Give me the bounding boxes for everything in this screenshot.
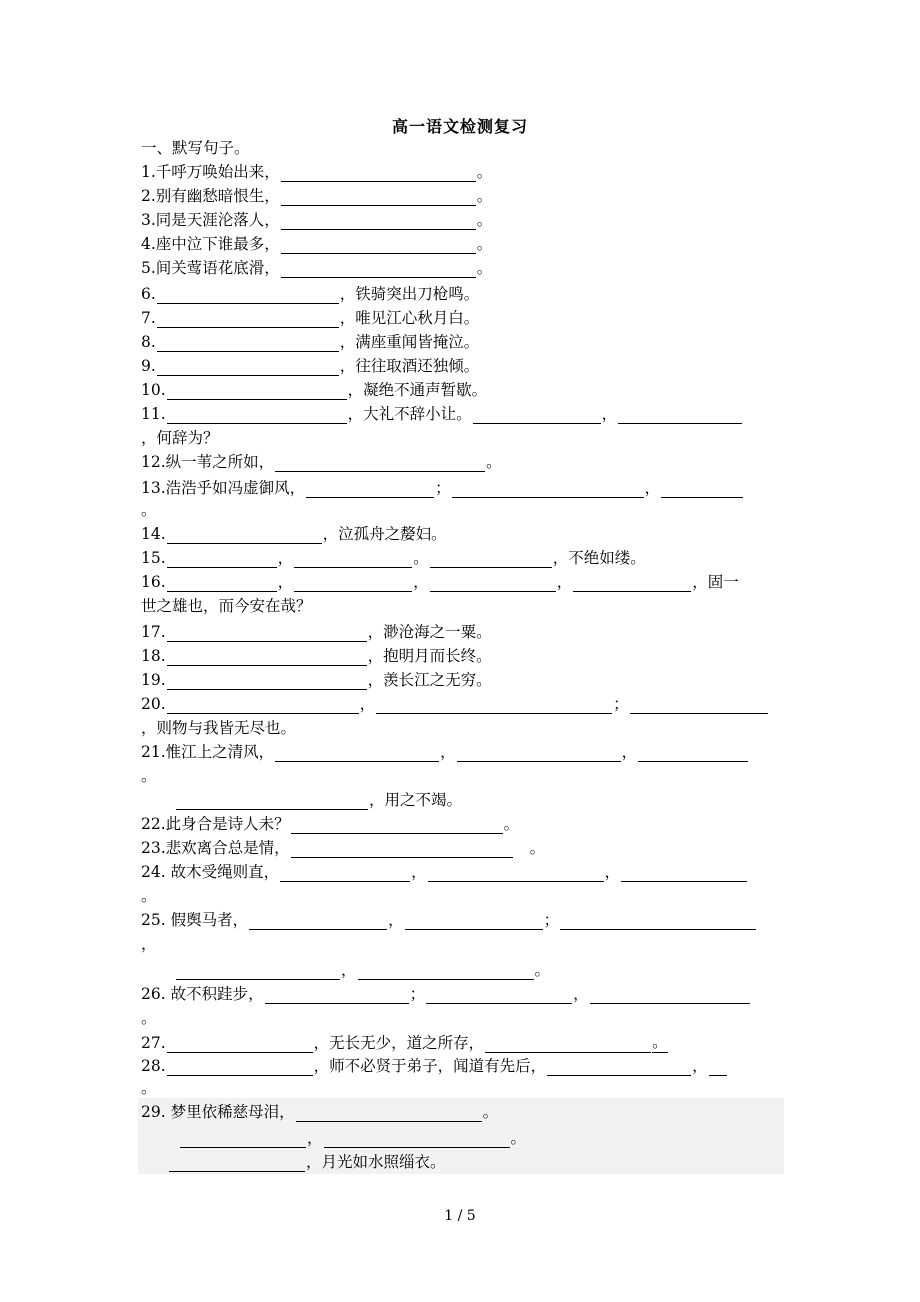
answer-blank[interactable] bbox=[169, 1156, 305, 1172]
question-text: ， bbox=[307, 1129, 323, 1147]
question-11 bbox=[141, 404, 781, 424]
answer-blank[interactable] bbox=[167, 1060, 313, 1076]
question-text: ， bbox=[359, 695, 376, 713]
answer-blank[interactable] bbox=[167, 698, 359, 714]
answer-blank[interactable] bbox=[709, 1060, 727, 1076]
question-number: 8. bbox=[141, 333, 156, 351]
answer-blank[interactable] bbox=[157, 360, 339, 376]
answer-blank[interactable] bbox=[176, 964, 340, 980]
question-9 bbox=[141, 356, 781, 376]
question-text: ，则物与我皆无尽也。 bbox=[141, 719, 297, 737]
question-text: 3.同是天涯沦落人， bbox=[141, 211, 280, 229]
question-28-continued bbox=[141, 1078, 781, 1098]
question-text: 4.座中泣下谁最多， bbox=[141, 235, 280, 253]
question-23 bbox=[141, 838, 781, 858]
question-text: ； bbox=[409, 985, 426, 1003]
question-4 bbox=[141, 234, 781, 254]
question-number: 28. bbox=[141, 1057, 166, 1075]
answer-blank[interactable] bbox=[275, 746, 439, 762]
question-text: 24. 故木受绳则直， bbox=[141, 863, 280, 881]
answer-blank[interactable] bbox=[157, 312, 339, 328]
question-12 bbox=[141, 452, 781, 472]
answer-blank[interactable] bbox=[426, 988, 572, 1004]
question-text: ，何辞为？ bbox=[141, 429, 219, 447]
question-text: ，泣孤舟之嫠妇。 bbox=[322, 525, 447, 543]
answer-blank[interactable] bbox=[452, 482, 644, 498]
answer-blank[interactable] bbox=[265, 988, 409, 1004]
question-text: ，大礼不辞小让。 bbox=[347, 405, 472, 423]
question-text: 。 bbox=[141, 887, 157, 905]
question-15 bbox=[141, 548, 781, 568]
answer-blank[interactable] bbox=[294, 552, 412, 568]
answer-blank[interactable] bbox=[428, 866, 604, 882]
question-text: ， bbox=[141, 935, 157, 953]
question-number: 11. bbox=[141, 405, 166, 423]
question-text: 。 bbox=[413, 549, 429, 567]
question-29 bbox=[141, 1102, 781, 1122]
answer-blank[interactable] bbox=[376, 698, 612, 714]
question-number: 20. bbox=[141, 695, 166, 713]
page-number: 1 / 5 bbox=[444, 1208, 476, 1224]
question-text: 。 bbox=[529, 839, 546, 857]
question-text: ， bbox=[692, 1057, 708, 1075]
question-text: 。 bbox=[476, 187, 493, 205]
question-text: ，羡长江之无穷。 bbox=[367, 671, 492, 689]
question-7 bbox=[141, 308, 781, 328]
question-text: ，往往取酒还独倾。 bbox=[339, 357, 480, 375]
answer-blank[interactable] bbox=[590, 988, 750, 1004]
question-13 bbox=[141, 478, 781, 498]
answer-blank[interactable] bbox=[430, 552, 552, 568]
question-number: 16. bbox=[141, 573, 166, 591]
answer-blank[interactable] bbox=[167, 1037, 313, 1053]
question-11-continued bbox=[141, 428, 781, 448]
answer-blank[interactable] bbox=[485, 1037, 651, 1053]
section-heading bbox=[141, 138, 781, 158]
answer-blank[interactable] bbox=[280, 866, 410, 882]
question-number: 7. bbox=[141, 309, 156, 327]
question-text: ， bbox=[644, 479, 661, 497]
question-text: 。 bbox=[141, 1079, 157, 1097]
question-text: 。 bbox=[476, 211, 493, 229]
question-29-line-2 bbox=[179, 1128, 819, 1148]
answer-blank[interactable] bbox=[661, 482, 743, 498]
section-label: 一、默写句子。 bbox=[141, 139, 250, 157]
question-17 bbox=[141, 622, 781, 642]
question-text: 。 bbox=[486, 453, 502, 471]
question-3 bbox=[141, 210, 781, 230]
answer-blank[interactable] bbox=[167, 384, 347, 400]
question-text: 世之雄也，而今安在哉？ bbox=[141, 597, 312, 615]
question-text: 21.惟江上之清风， bbox=[141, 743, 275, 761]
question-text: 5.间关莺语花底滑， bbox=[141, 259, 280, 277]
answer-blank[interactable] bbox=[324, 1132, 510, 1148]
question-text: ， bbox=[601, 405, 618, 423]
answer-blank[interactable] bbox=[630, 698, 768, 714]
answer-blank[interactable] bbox=[621, 866, 747, 882]
question-number: 17. bbox=[141, 623, 166, 641]
question-18 bbox=[141, 646, 781, 666]
answer-blank[interactable] bbox=[180, 1132, 306, 1148]
answer-blank[interactable] bbox=[275, 456, 485, 472]
question-25-continued-2 bbox=[175, 960, 815, 980]
answer-blank[interactable] bbox=[167, 408, 347, 424]
answer-blank[interactable] bbox=[167, 552, 277, 568]
question-text: 25. 假舆马者， bbox=[141, 911, 249, 929]
question-20-continued bbox=[141, 718, 781, 738]
question-number: 18. bbox=[141, 647, 166, 665]
question-text: ，渺沧海之一粟。 bbox=[367, 623, 492, 641]
question-text: 。 bbox=[476, 163, 493, 181]
question-10 bbox=[141, 380, 781, 400]
answer-blank[interactable] bbox=[296, 1106, 482, 1122]
answer-blank[interactable] bbox=[167, 626, 367, 642]
question-21-continued bbox=[141, 766, 781, 786]
question-5 bbox=[141, 258, 781, 278]
answer-blank[interactable] bbox=[157, 336, 339, 352]
answer-blank[interactable] bbox=[281, 262, 476, 278]
question-2 bbox=[141, 186, 781, 206]
answer-blank[interactable] bbox=[405, 914, 543, 930]
question-text: ， bbox=[341, 961, 357, 979]
answer-blank[interactable] bbox=[167, 674, 367, 690]
answer-blank[interactable] bbox=[167, 576, 277, 592]
answer-blank[interactable] bbox=[560, 914, 756, 930]
answer-blank[interactable] bbox=[430, 576, 556, 592]
answer-blank[interactable] bbox=[157, 288, 339, 304]
question-text: 13.浩浩乎如冯虚御风， bbox=[141, 479, 306, 497]
answer-blank[interactable] bbox=[573, 576, 691, 592]
question-13-continued bbox=[141, 500, 781, 520]
question-text: 。 bbox=[141, 1009, 157, 1027]
question-text: ， bbox=[440, 743, 456, 761]
question-text: 29. 梦里依稀慈母泪， bbox=[141, 1103, 295, 1121]
question-text: ，凝绝不通声暂歇。 bbox=[347, 381, 488, 399]
answer-blank[interactable] bbox=[167, 528, 322, 544]
question-text: 12.纵一苇之所如， bbox=[141, 453, 275, 471]
question-text: 。 bbox=[510, 1129, 527, 1147]
question-8 bbox=[141, 332, 781, 352]
answer-blank[interactable] bbox=[547, 1060, 691, 1076]
question-27 bbox=[141, 1032, 781, 1052]
question-text: ， bbox=[556, 573, 573, 591]
question-number: 6. bbox=[141, 285, 156, 303]
question-text: ，唯见江心秋月白。 bbox=[339, 309, 480, 327]
answer-blank[interactable] bbox=[281, 238, 476, 254]
question-text: ，固一 bbox=[692, 573, 739, 591]
question-22 bbox=[141, 814, 781, 834]
question-25-continued bbox=[141, 934, 781, 954]
question-text: 1.千呼万唤始出来， bbox=[141, 163, 280, 181]
question-text: ，月光如水照缁衣。 bbox=[306, 1153, 446, 1171]
question-text: ，抱明月而长终。 bbox=[367, 647, 492, 665]
answer-blank[interactable] bbox=[473, 408, 601, 424]
question-text: ， bbox=[388, 911, 404, 929]
question-text: ， bbox=[573, 985, 589, 1003]
question-text: ，不绝如缕。 bbox=[552, 549, 646, 567]
question-text: 。 bbox=[482, 1103, 499, 1121]
question-text: ， bbox=[277, 549, 294, 567]
question-text: ， bbox=[604, 863, 621, 881]
question-text: 22.此身合是诗人未？ bbox=[141, 815, 290, 833]
question-26-continued bbox=[141, 1008, 781, 1028]
question-21 bbox=[141, 742, 781, 762]
answer-blank[interactable] bbox=[358, 964, 534, 980]
answer-blank[interactable] bbox=[281, 190, 476, 206]
question-text: 。 bbox=[141, 501, 157, 519]
answer-blank[interactable] bbox=[291, 842, 513, 858]
question-number: 19. bbox=[141, 671, 166, 689]
question-text: 。 bbox=[476, 259, 493, 277]
question-number: 9. bbox=[141, 357, 156, 375]
question-text: ，无长无少，道之所存， bbox=[313, 1034, 485, 1052]
question-24 bbox=[141, 862, 781, 882]
question-28 bbox=[141, 1056, 781, 1076]
answer-blank[interactable] bbox=[249, 914, 387, 930]
question-text: ， bbox=[411, 863, 427, 881]
question-26 bbox=[141, 984, 781, 1004]
answer-blank[interactable] bbox=[618, 408, 742, 424]
question-number: 27. bbox=[141, 1034, 166, 1052]
question-text: ，师不必贤于弟子，闻道有先后， bbox=[313, 1057, 547, 1075]
question-text: ； bbox=[543, 911, 560, 929]
question-1 bbox=[141, 162, 781, 182]
answer-blank[interactable] bbox=[281, 214, 476, 230]
page-title: 高一语文检测复习 bbox=[391, 117, 528, 136]
question-number: 14. bbox=[141, 525, 166, 543]
question-text: 。 bbox=[476, 235, 493, 253]
answer-blank[interactable] bbox=[176, 794, 368, 810]
question-text: 。 bbox=[652, 1033, 668, 1051]
question-21-continued-2 bbox=[175, 790, 815, 810]
question-text: ； bbox=[613, 695, 629, 713]
question-25 bbox=[141, 910, 781, 930]
question-text: ； bbox=[435, 479, 451, 497]
answer-blank[interactable] bbox=[306, 482, 434, 498]
question-number: 10. bbox=[141, 381, 166, 399]
question-text: 23.悲欢离合总是情， bbox=[141, 839, 290, 857]
answer-blank[interactable] bbox=[167, 650, 367, 666]
question-29-line-3 bbox=[168, 1152, 808, 1172]
question-text: 。 bbox=[534, 961, 551, 979]
question-text: ，铁骑突出刀枪鸣。 bbox=[339, 285, 480, 303]
question-text: ，满座重闻皆掩泣。 bbox=[339, 333, 480, 351]
question-text: 。 bbox=[141, 767, 157, 785]
question-14 bbox=[141, 524, 781, 544]
question-20 bbox=[141, 694, 781, 714]
question-text: 。 bbox=[503, 815, 520, 833]
answer-blank[interactable] bbox=[294, 576, 412, 592]
question-16 bbox=[141, 572, 781, 592]
question-16-continued bbox=[141, 596, 781, 616]
question-text: ， bbox=[621, 743, 638, 761]
question-19 bbox=[141, 670, 781, 690]
question-text: ， bbox=[413, 573, 429, 591]
answer-blank[interactable] bbox=[457, 746, 621, 762]
question-text: 2.别有幽愁暗恨生， bbox=[141, 187, 280, 205]
answer-blank[interactable] bbox=[291, 818, 503, 834]
question-text: ， bbox=[277, 573, 294, 591]
question-number: 15. bbox=[141, 549, 166, 567]
question-text: 26. 故不积跬步， bbox=[141, 985, 264, 1003]
question-24-continued bbox=[141, 886, 781, 906]
answer-blank[interactable] bbox=[638, 746, 748, 762]
question-6 bbox=[141, 284, 781, 304]
question-text: ，用之不竭。 bbox=[369, 791, 463, 809]
answer-blank[interactable] bbox=[281, 166, 476, 182]
